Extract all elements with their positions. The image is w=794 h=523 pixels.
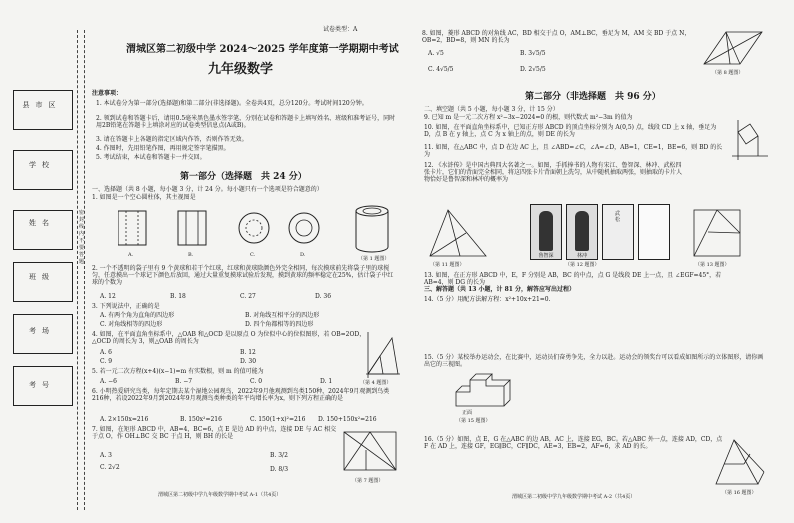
q6-option-b: B. 150x²=216	[180, 416, 222, 423]
q15-front-label: 正面	[462, 410, 473, 416]
card-blank	[638, 204, 670, 260]
left-footer: 渭城区第二初级中学九年级数学期中考试 A-1（共4页）	[158, 492, 282, 498]
card-name: 武松	[615, 211, 621, 223]
seal-line	[77, 30, 78, 510]
q6-option-d: D. 150+150x²=216	[318, 416, 377, 423]
q6-option-c: C. 150(1+x)²=216	[250, 416, 306, 423]
fill-heading: 二、填空题（共 5 小题，每小题 3 分，计 15 分）	[424, 106, 559, 113]
q1-caption: （第 1 题图）	[358, 256, 390, 262]
q5-stem: 5. 若一元二次方程(x+4)(x−1)=m 有实数根，则 m 的值可能为	[92, 368, 264, 375]
field-box-county	[13, 90, 73, 130]
field-box-class	[13, 262, 73, 302]
subject-title: 九年级数学	[208, 62, 274, 77]
field-label-class: 班级	[29, 273, 55, 281]
q15-text: 15.（5 分）某校举办运动会，在比赛中，运动员们奋勇争先，全力以赴。运动会的领奖台可以看成如图所示的立体图形，请你画出它的三视图。	[424, 354, 764, 368]
q10-text: 10. 如图，在平面直角坐标系中，已知正方形 ABCD 的顶点坐标分别为 A(0,5) 点，线段 CD 上 x 轴，垂足为 D，点 B 在 y 轴上，点 C 为 x 轴上的点，则 DE 的长为	[424, 124, 717, 138]
q7-option-a: A. 3	[100, 452, 112, 459]
seal-line-2	[84, 30, 85, 510]
q4-stem: 4. 如图，在平面直角坐标系中，△OAB 和△OCD 是以原点 O 为位似中心的位似图形，若 OB=2OD，△OCD 的周长为 3，则△OAB 的周长为	[92, 331, 366, 345]
q1-option-b: B.	[188, 252, 194, 258]
card-name: 林冲	[576, 253, 587, 259]
card-name: 鲁智深	[538, 253, 554, 259]
q8-stem: 8. 如图，菱形 ABCD 的对角线 AC，BD 相交于点 O，AM⊥BC，垂足为 M，AM 交 BD 于点 N，OB=2，BD=8，则 MN 的长为	[422, 30, 691, 44]
note-5: 5. 考试结束，本试卷和答题卡一并交回。	[96, 154, 206, 161]
q6-option-a: A. 2×150x=216	[100, 416, 149, 423]
q2-option-d: D. 36	[315, 293, 332, 300]
q4-option-d: D. 30	[240, 358, 257, 365]
card-lin-chong	[566, 204, 598, 260]
q5-option-d: D. 1	[320, 378, 333, 385]
q8-option-a: A. √5	[428, 50, 444, 57]
q12-caption: （第 12 题图）	[565, 262, 600, 268]
field-box-name	[13, 210, 73, 250]
q7-stem: 7. 如图，在矩形 ABCD 中，AB=4，BC=6，点 E 是边 AD 的中点，连接 DE 与 AC 相交于点 O，作 OH⊥BC 交 BC 于点 H，则 BH 的长是	[92, 426, 337, 440]
q8-option-d: D. 2√5/5	[520, 66, 546, 73]
q3-option-c: C. 对角线相等的四边形	[100, 321, 163, 328]
q8-figure	[700, 28, 766, 70]
field-box-school	[13, 150, 73, 190]
q3-stem: 3. 下列说法中，正确的是	[92, 303, 160, 310]
q3-option-a: A. 有两个角为直角的四边形	[100, 312, 175, 319]
q15-caption: （第 15 题图）	[456, 418, 491, 424]
q11-text: 11. 如图，在△ABC 中，点 D 在边 AC 上，且 ∠ABD=∠C，∠A=∠D，AB=1，CE=1，BE=6，则 BD 的长为	[424, 144, 723, 158]
field-label-room: 考场	[29, 327, 55, 335]
paper-type: 试卷类型：A	[323, 26, 358, 33]
part2-title: 第二部分（非选择题 共 96 分）	[525, 92, 661, 102]
q4-option-b: B. 12	[240, 349, 256, 356]
q2-option-a: A. 12	[100, 293, 116, 300]
q2-stem: 2. 一个不透明的袋子里有 9 个黄球和若干个红球，红球和黄球除颜色外完全相同，每次摸球前先将袋子里的球搅匀，任意摸出一个球记下颜色后放回，通过大量重复摸球试验后发现，摸到黄球的频率稳定在25%，估计袋子中红球的个数为	[92, 265, 394, 286]
solve-heading: 三、解答题（共 13 小题，计 81 分，解答应写出过程）	[424, 286, 576, 293]
q16-caption: （第 16 题图）	[722, 490, 757, 496]
q16-text: 16.（5 分）如图，点 E，G 在△ABC 的边 AB，AC 上，连接 EG，BC。若△ABC 外一点，连接 AD，CD，点 F 在 AD 上，连接 GF，EG∥BC，CF∥DC，AE=3，EB=2，AF=6，求 AD 的长。	[424, 436, 723, 450]
note-4: 4. 作图时，先用铅笔作图，再用规定签字笔描黑。	[96, 145, 230, 152]
q5-option-a: A. −6	[100, 378, 117, 385]
card-lu-zhishen	[530, 204, 562, 260]
q15-figure	[452, 372, 514, 410]
seal-note: 密封线内不要答题	[79, 210, 85, 265]
q5-option-c: C. 0	[250, 378, 263, 385]
q2-option-b: B. 18	[170, 293, 186, 300]
q8-caption: （第 8 题图）	[712, 70, 744, 76]
q3-option-b: B. 对角线互相平分的四边形	[245, 312, 320, 319]
part1-title: 第一部分（选择题 共 24 分）	[180, 172, 307, 182]
q7-option-c: C. 2√2	[100, 464, 120, 471]
field-label-school: 学校	[29, 161, 55, 169]
right-footer: 渭城区第二初级中学九年级数学期中考试 A-2（共4页）	[512, 494, 636, 500]
note-2: 2. 领到试卷和答题卡后，请用0.5毫米黑色墨水签字笔，分别在试卷和答题卡上填写姓名、班级和准考证号，同时用2B铅笔在答题卡上填涂对应的试卷类型信息点(A或B)。	[96, 115, 396, 129]
q8-option-b: B. 3√5/5	[520, 50, 546, 57]
q14-text: 14.（5 分）用配方法解方程：x²+10x+21=0.	[424, 296, 551, 303]
q1-option-c: C.	[250, 252, 256, 258]
q4-caption: （第 4 题图）	[360, 380, 392, 386]
q1-figures	[118, 203, 408, 263]
q10-figure	[730, 118, 770, 162]
q1-stem: 1. 如图是一个空心圆柱体，其主视图是	[92, 194, 196, 201]
field-label-id: 考号	[29, 381, 55, 389]
q4-option-a: A. 6	[100, 349, 112, 356]
q8-option-c: C. 4√5/5	[428, 66, 454, 73]
q4-option-c: C. 9	[100, 358, 113, 365]
field-label-county: 县市区	[22, 101, 62, 109]
q9-text: 9. 已知 m 是一元二次方程 x²−3x−2024=0 的根，则代数式 m²−3m 的值为	[424, 114, 633, 121]
q16-figure	[712, 436, 768, 490]
q1-option-a: A.	[128, 252, 134, 258]
field-label-name: 姓名	[29, 219, 55, 227]
note-3: 3. 请在答题卡上各题的指定区域内作答，否则作答无效。	[96, 136, 248, 143]
figure-silhouette-icon	[539, 211, 553, 251]
q7-caption: （第 7 题图）	[352, 478, 384, 484]
q7-figure	[340, 428, 402, 478]
q12-text: 12. 《水浒传》是中国古典四大名著之一。如图，手抓捧书的人物有宋江、鲁智深、林冲、武松四张卡片，它们的背面完全相同，将这四张卡片背面朝上洗匀，从中随机抽取两张，则抽取的卡片人物恰好是鲁智深和林冲的概率为	[424, 162, 683, 183]
part1-section-heading: 一、选择题（共 8 小题，每小题 3 分，计 24 分。每小题只有一个选项是符合题意的）	[92, 186, 323, 193]
q7-option-d: D. 8/3	[270, 466, 289, 473]
q2-option-c: C. 27	[240, 293, 256, 300]
q6-stem: 6. 小明热爱研究鸟类，每年定期去某个湿地公园观鸟，2022年9月他观测到鸟类150种，2024年9月观测到鸟类216种，若设2022年9月到2024年9月观测鸟类种类的年平均增长率为x，则下列方程正确的是	[92, 388, 390, 402]
card-wu-song	[602, 204, 634, 260]
school-title: 渭城区第二初级中学 2024～2025 学年度第一学期期中考试	[126, 44, 399, 55]
q13-figure	[690, 206, 746, 262]
q11-figure	[426, 206, 490, 262]
q13-caption: （第 13 题图）	[695, 262, 730, 268]
q1-option-d: D.	[300, 252, 306, 258]
notes-heading: 注意事项：	[92, 90, 123, 97]
figure-silhouette-icon	[575, 211, 589, 251]
q5-option-b: B. −7	[175, 378, 193, 385]
note-1: 1. 本试卷分为第一部分(选择题)和第二部分(非选择题)。全卷共4页，总分120分。考试时间120分钟。	[96, 100, 368, 107]
q7-option-b: B. 3/2	[270, 452, 288, 459]
q13-text: 13. 如图，在正方形 ABCD 中，E，F 分别是 AB，BC 的中点，点 G 是线段 DE 上一点，且 ∠EGF=45°，若 AB=4，则 DG 的长为	[424, 272, 722, 286]
q4-figure	[362, 330, 402, 380]
q11-caption: （第 11 题图）	[430, 262, 465, 268]
q3-option-d: D. 四个角都相等的四边形	[245, 321, 314, 328]
